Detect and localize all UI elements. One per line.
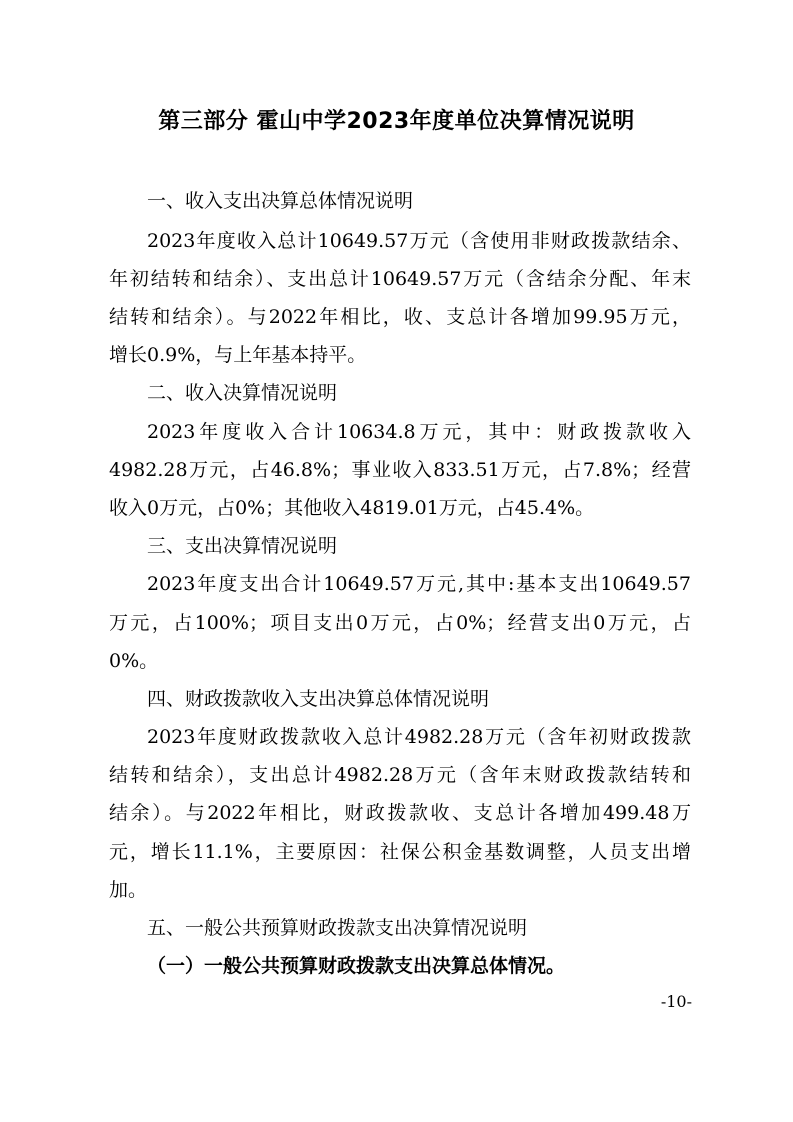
paragraph-line: 0%。 [109,650,159,672]
section-heading-income-expenditure-overview: 一、收入支出决算总体情况说明 [147,190,414,212]
page-title: 第三部分 霍山中学2023年度单位决算情况说明 [158,109,635,134]
paragraph-line: 4982.28万元，占46.8%；事业收入833.51万元，占7.8%；经营 [109,459,691,481]
section-heading-fiscal-appropriation: 四、财政拨款收入支出决算总体情况说明 [147,688,490,710]
section-heading-income: 二、收入决算情况说明 [147,382,338,404]
section-heading-general-public-budget: 五、一般公共预算财政拨款支出决算情况说明 [147,917,528,939]
paragraph-line: 2023年度收入总计10649.57万元（含使用非财政拨款结余、 [147,230,691,252]
paragraph-line: 增长0.9%，与上年基本持平。 [109,344,367,366]
paragraph-line: 结余）。与2022年相比，财政拨款收、支总计各增加499.48万 [109,802,691,824]
paragraph-line: 2023年度收入合计10634.8万元，其中：财政拨款收入 [147,421,691,443]
page-number: -10- [660,992,692,1011]
paragraph-line: 元，增长11.1%，主要原因：社保公积金基数调整，人员支出增 [109,841,691,863]
paragraph-line: 结转和结余），支出总计4982.28万元（含年末财政拨款结转和 [109,764,691,786]
paragraph-line: 万元，占100%；项目支出0万元，占0%；经营支出0万元，占 [109,612,691,634]
paragraph-line: 收入0万元，占0%；其他收入4819.01万元，占45.4%。 [109,497,595,519]
section-heading-expenditure: 三、支出决算情况说明 [147,535,338,557]
paragraph-line: 2023年度财政拨款收入总计4982.28万元（含年初财政拨款 [147,726,691,748]
paragraph-line: 加。 [109,879,148,901]
paragraph-line: 年初结转和结余）、支出总计10649.57万元（含结余分配、年末 [109,268,691,290]
paragraph-line: 2023年度支出合计10649.57万元,其中:基本支出10649.57 [147,573,691,595]
paragraph-line: 结转和结余）。与2022年相比，收、支总计各增加99.95万元， [109,306,691,328]
subsection-heading-general-public-budget-overview: （一）一般公共预算财政拨款支出决算总体情况。 [147,955,566,977]
